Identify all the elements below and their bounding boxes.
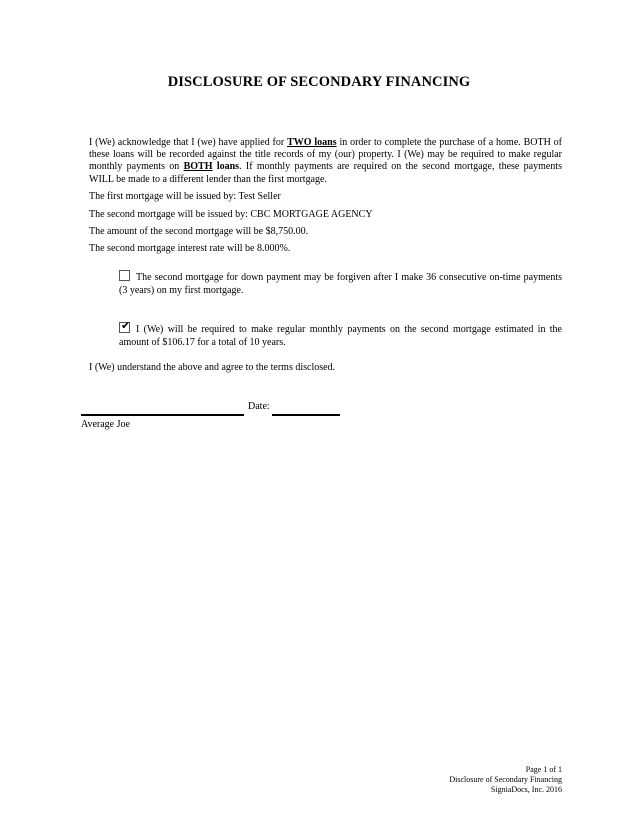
date-label: Date: [248, 401, 270, 412]
checkmark-icon: ✔ [121, 319, 131, 332]
document-title: DISCLOSURE OF SECONDARY FINANCING [167, 74, 471, 90]
first-mortgage-line: The first mortgage will be issued by: Test Seller [89, 191, 281, 202]
option-monthly-payments [119, 319, 562, 349]
page-number: Page 1 of 1 [525, 765, 562, 774]
intro-text-2: in order to complete the purchase of a home. BOTH of these loans will be recorded against the title records of my (our) property. I (We) may be required to make regular monthly payments on [89, 137, 562, 173]
intro-text-3: . If monthly payments are required on the second mortgage, these payments WILL be made to a different lender than the first mortgage. [89, 161, 562, 185]
rate-line: The second mortgage interest rate will be 8.000%. [89, 243, 291, 254]
date-line[interactable] [272, 414, 340, 416]
signer-name: Average Joe [81, 419, 130, 430]
amount-line: The amount of the second mortgage will be $8,750.00. [89, 226, 309, 237]
signature-line[interactable] [81, 414, 244, 416]
agreement-statement: I (We) understand the above and agree to the terms disclosed. [89, 362, 336, 373]
option-forgiven [119, 270, 562, 297]
two-loans-emphasis: TWO loans [287, 137, 337, 148]
option-monthly-text: I (We) will be required to make regular monthly payments on the second mortgage estimated in the amount of $106.17 for a total of 10 years. [119, 324, 562, 348]
second-mortgage-line: The second mortgage will be issued by: CBC MORTGAGE AGENCY [89, 209, 373, 220]
both-emphasis: BOTH [183, 161, 213, 173]
monthly-payments-checkbox[interactable] [119, 319, 131, 333]
footer-doc-name: Disclosure of Secondary Financing [449, 775, 562, 784]
intro-paragraph [89, 137, 562, 186]
page-footer [449, 765, 562, 795]
intro-text-1: I (We) acknowledge that I (we) have applied for [89, 137, 288, 148]
footer-copyright: SigniaDocs, Inc. 2016 [490, 785, 562, 794]
loans-word: loans [212, 161, 240, 173]
option-forgiven-text: The second mortgage for down payment may be forgiven after I make 36 consecutive on-time payments (3 years) on my first mortgage. [119, 272, 562, 296]
forgiven-checkbox[interactable] [119, 270, 130, 281]
